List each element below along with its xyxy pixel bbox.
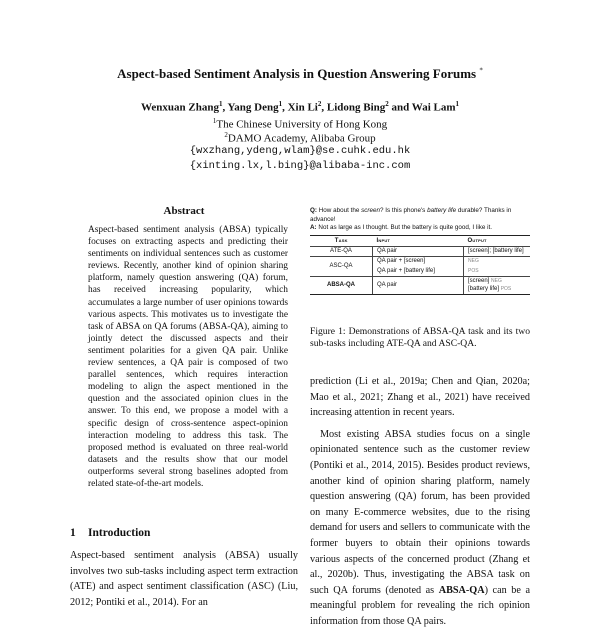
email-line-1[interactable]: {wxzhang,ydeng,wlam}@se.cuhk.edu.hk: [189, 145, 411, 157]
output-aspect: [screen]: [468, 278, 490, 285]
affiliation-text: The Chinese University of Hong Kong: [216, 118, 388, 131]
figure-caption: Figure 1: Demonstrations of ABSA-QA task and its two sub-tasks including ATE-QA and ASC-QA.: [310, 326, 530, 350]
output-pair: [468, 286, 526, 294]
author-affil-marker: 1: [218, 100, 223, 108]
column-header-output: Output: [464, 235, 531, 246]
section-heading: [70, 527, 150, 539]
paragraph-text: ) can be a meaningful problem for revealing the rich opinion information from those QA pairs.: [310, 584, 530, 627]
affiliation-text: DAMO Academy, Alibaba Group: [227, 132, 376, 145]
author-affil-marker: 1: [455, 100, 459, 108]
author-name: Xin Li: [287, 101, 318, 114]
question-text: How about the: [318, 207, 362, 214]
author-affil-marker: 2: [317, 100, 322, 108]
sentiment-tag: POS: [468, 267, 479, 274]
table-row: [310, 257, 530, 267]
sentiment-tag: POS: [500, 285, 512, 292]
author-name: Wai Lam: [411, 101, 456, 114]
introduction-body: Aspect-based sentiment analysis (ABSA) usually involves two sub-tasks including aspect term extraction (ATE) and aspect sentiment classification (ASC) (Liu, 2012; Pontiki et al., 2014). For an: [70, 550, 298, 608]
output-cell: [464, 277, 531, 295]
author-separator: ,: [282, 101, 288, 114]
email-line-2[interactable]: {xinting.lx,l.bing}@alibaba-inc.com: [189, 160, 411, 172]
question-label: Q:: [310, 207, 317, 214]
section-number: 1: [70, 527, 76, 539]
output-cell: [464, 267, 531, 277]
sentiment-tag: NEG: [491, 278, 502, 285]
abstract-body: Aspect-based sentiment analysis (ABSA) typically focuses on extracting aspects and predicting their sentiments on individual sentences such as customer reviews. Recently, another kind of opinion sharing platform, namely question answering (QA) forum, has received increasing popularity, which accumulates a large number of user opinions towards various aspects. This motivates us to investigate the task of ABSA on QA forums (ABSA-QA), aiming to jointly detect the discussed aspects and their sentiment polarities for a given QA pair. Unlike review sentences, a QA pair is composed of two parallel sentences, which requires interaction modeling to align the aspect mentioned in the question and the associated opinion clues in the answer. To this end, we propose a model with a specific design of cross-sentence aspect-opinion interaction modeling to address this task. The proposed method is evaluated on three real-world datasets and the results show that our model outperforms several strong baselines adopted from related state-of-the-art models.: [88, 225, 288, 489]
author-name: Yang Deng: [227, 101, 279, 114]
author-name: Lidong Bing: [326, 101, 386, 114]
paper-title-text: Aspect-based Sentiment Analysis in Question Answering Forums: [117, 66, 477, 81]
input-cell: QA pair: [373, 246, 464, 257]
figure-question: [310, 207, 530, 224]
question-aspect: battery life: [427, 207, 457, 214]
input-cell: QA pair + [screen]: [373, 257, 464, 267]
figure-answer: [310, 224, 530, 233]
figure-1: [310, 207, 530, 295]
affiliation-marker: 2: [224, 131, 228, 139]
task-cell: ATE-QA: [330, 247, 352, 254]
input-cell: QA pair: [373, 277, 464, 295]
paragraph-text: Most existing ABSA studies focus on a single opinionated sentence such as the customer review (Pontiki et al., 2014, 2015). Besides product reviews, another kind of opinion sharing platform, namely question answering (QA) forum, has been provided on many E-commerce websites, due to the rising demand for users and sellers to communicate with the former buyers to obtain their opinions towards various aspects of the concerned product (Zhang et al., 2020b). Thus, investigating the ABSA task on such QA forums (denoted as: [310, 428, 530, 596]
author-affil-marker: 2: [385, 100, 389, 108]
author-separator: ,: [222, 101, 228, 114]
author-list: [0, 100, 600, 114]
output-aspect: [battery life]: [468, 285, 500, 292]
sentiment-tag: NEG: [468, 258, 479, 265]
author-separator: ,: [321, 101, 327, 114]
affiliation-marker: 1: [212, 117, 217, 125]
author-affil-marker: 1: [278, 100, 283, 108]
right-column-body: [310, 374, 530, 630]
table-row: [310, 246, 530, 257]
title-footnote-marker: *: [479, 66, 483, 75]
table-header-row: [310, 235, 530, 246]
column-header-input: Input: [373, 235, 464, 246]
column-header-task: Task: [310, 235, 373, 246]
affiliation-2: [0, 131, 600, 145]
task-table: [310, 235, 530, 296]
answer-text: Not as large as I thought. But the battery is quite good, I like it.: [318, 224, 493, 232]
output-pair: [468, 278, 526, 286]
output-cell: [screen]; [battery life]: [464, 246, 531, 257]
paragraph: prediction (Li et al., 2019a; Chen and Qian, 2020a; Mao et al., 2021; Zhang et al., 2021) have received increasing attention in recent years.: [310, 376, 530, 419]
abstract-heading: Abstract: [163, 205, 205, 217]
affiliation-1: [0, 117, 600, 131]
paragraph-emphasis: ABSA-QA: [438, 584, 485, 596]
question-aspect: screen: [361, 207, 381, 214]
input-cell: QA pair + [battery life]: [373, 267, 464, 277]
section-title: Introduction: [88, 527, 151, 539]
answer-label: A:: [310, 224, 317, 232]
question-text: ? Is this phone's: [380, 207, 428, 214]
table-row: [310, 277, 530, 295]
paragraph: [310, 427, 530, 630]
task-cell: ABSA-QA: [310, 277, 373, 295]
output-cell: [464, 257, 531, 267]
author-name: Wenxuan Zhang: [141, 101, 219, 114]
question-text: durable? Thanks in advance!: [310, 207, 512, 223]
task-cell: ASC-QA: [310, 257, 373, 277]
paper-title: [0, 66, 600, 82]
author-separator: and: [388, 101, 412, 114]
